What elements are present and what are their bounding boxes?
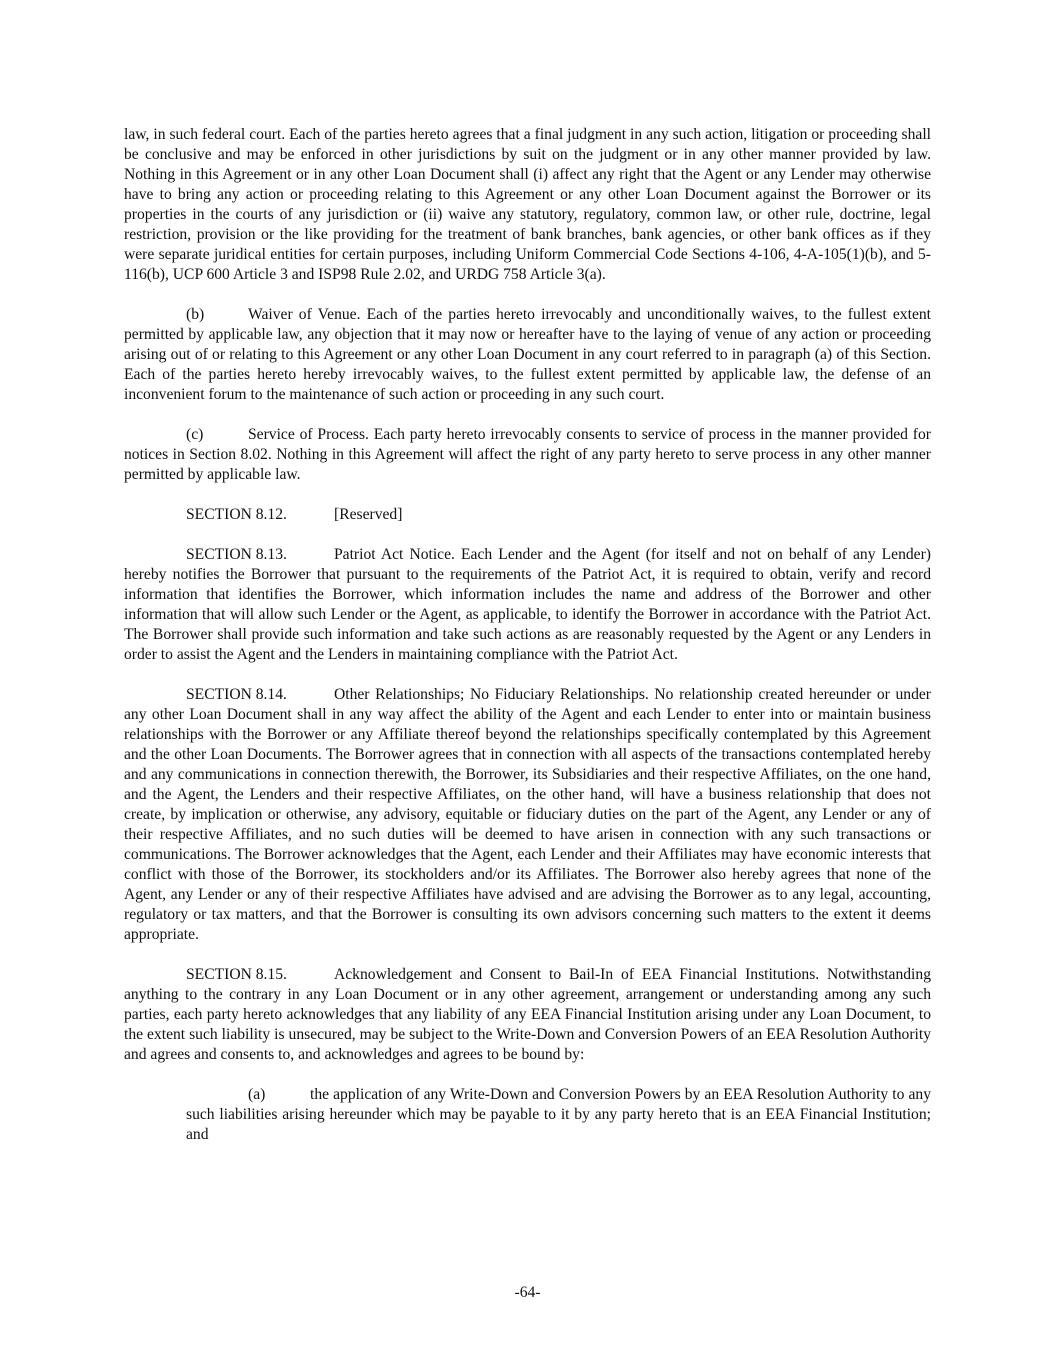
- section-8-14: [124, 685, 931, 945]
- section-8-12-heading: SECTION 8.12.: [186, 506, 287, 523]
- page-number: -64-: [514, 1284, 541, 1301]
- paragraph-b-number: (b): [186, 306, 205, 323]
- section-8-12: [124, 505, 931, 525]
- section-8-13-text: Patriot Act Notice. Each Lender and the Agent (for itself and not on behalf of any Lender) hereby notifies the Borrower that pursuant to the requirements of the Patriot Act, it is required to obtain, verify and record information that identifies the Borrower, which information includes the name and address of the Borrower and other information that will allow such Lender or the Agent, as applicable, to identify the Borrower in accordance with the Patriot Act. The Borrower shall provide such information and take such actions as are reasonably requested by the Agent or any Lenders in order to assist the Agent and the Lenders in maintaining compliance with the Patriot Act.: [124, 546, 931, 663]
- section-8-15: [124, 965, 931, 1065]
- paragraph-b-waiver-of-venue: [124, 305, 931, 405]
- section-8-15-text: Acknowledgement and Consent to Bail-In of EEA Financial Institutions. Notwithstanding anything to the contrary in any Loan Document or in any other agreement, arrangement or understanding among any such parties, each party hereto acknowledges that any liability of any EEA Financial Institution arising under any Loan Document, to the extent such liability is unsecured, may be subject to the Write-Down and Conversion Powers of an EEA Resolution Authority and agrees and consents to, and acknowledges and agrees to be bound by:: [124, 966, 931, 1063]
- section-8-13: [124, 545, 931, 665]
- clause-a-text: the application of any Write-Down and Conversion Powers by an EEA Resolution Authority to any such liabilities arising hereunder which may be payable to it by any party hereto that is an EEA Financial Institution; and: [186, 1086, 931, 1143]
- section-8-15-heading: SECTION 8.15.: [186, 966, 287, 983]
- section-8-12-text: [Reserved]: [334, 506, 403, 523]
- clause-a-number: (a): [248, 1086, 266, 1103]
- paragraph-continuation: law, in such federal court. Each of the parties hereto agrees that a final judgment in any such action, litigation or proceeding shall be conclusive and may be enforced in other jurisdictions by suit on the judgment or in any other manner provided by law. Nothing in this Agreement or in any other Loan Document shall (i) affect any right that the Agent or any Lender may otherwise have to bring any action or proceeding relating to this Agreement or any other Loan Document against the Borrower or its properties in the courts of any jurisdiction or (ii) waive any statutory, regulatory, common law, or other rule, doctrine, legal restriction, provision or the like providing for the treatment of bank branches, bank agencies, or other bank offices as if they were separate juridical entities for certain purposes, including Uniform Commercial Code Sections 4-106, 4-A-105(1)(b), and 5-116(b), UCP 600 Article 3 and ISP98 Rule 2.02, and URDG 758 Article 3(a).: [124, 126, 931, 283]
- paragraph-c-text: Service of Process. Each party hereto irrevocably consents to service of process in the manner provided for notices in Section 8.02. Nothing in this Agreement will affect the right of any party hereto to serve process in any other manner permitted by applicable law.: [124, 426, 931, 483]
- paragraph-c-number: (c): [186, 426, 204, 443]
- section-8-14-text: Other Relationships; No Fiduciary Relationships. No relationship created hereunder or under any other Loan Document shall in any way affect the ability of the Agent and each Lender to enter into or maintain business relationships with the Borrower or any Affiliate thereof beyond the relationships specifically contemplated by this Agreement and the other Loan Documents. The Borrower agrees that in connection with all aspects of the transactions contemplated hereby and any communications in connection therewith, the Borrower, its Subsidiaries and their respective Affiliates, on the one hand, and the Agent, the Lenders and their respective Affiliates, on the other hand, will have a business relationship that does not create, by implication or otherwise, any advisory, equitable or fiduciary duties on the part of the Agent, any Lender or any of their respective Affiliates, and no such duties will be deemed to have arisen in connection with any such transactions or communications. The Borrower acknowledges that the Agent, each Lender and their Affiliates may have economic interests that conflict with those of the Borrower, its stockholders and/or its Affiliates. The Borrower also hereby agrees that none of the Agent, any Lender or any of their respective Affiliates have advised and are advising the Borrower as to any legal, accounting, regulatory or tax matters, and that the Borrower is consulting its own advisors concerning such matters to the extent it deems appropriate.: [124, 686, 931, 943]
- section-8-15-clause-a: [186, 1085, 931, 1145]
- paragraph-b-text: Waiver of Venue. Each of the parties hereto irrevocably and unconditionally waives, to the fullest extent permitted by applicable law, any objection that it may now or hereafter have to the laying of venue of any action or proceeding arising out of or relating to this Agreement or any other Loan Document in any court referred to in paragraph (a) of this Section. Each of the parties hereto hereby irrevocably waives, to the fullest extent permitted by applicable law, the defense of an inconvenient forum to the maintenance of such action or proceeding in any such court.: [124, 306, 931, 403]
- paragraph-c-service-of-process: [124, 425, 931, 485]
- section-8-13-heading: SECTION 8.13.: [186, 546, 287, 563]
- document-body: [124, 125, 931, 1145]
- section-8-14-heading: SECTION 8.14.: [186, 686, 287, 703]
